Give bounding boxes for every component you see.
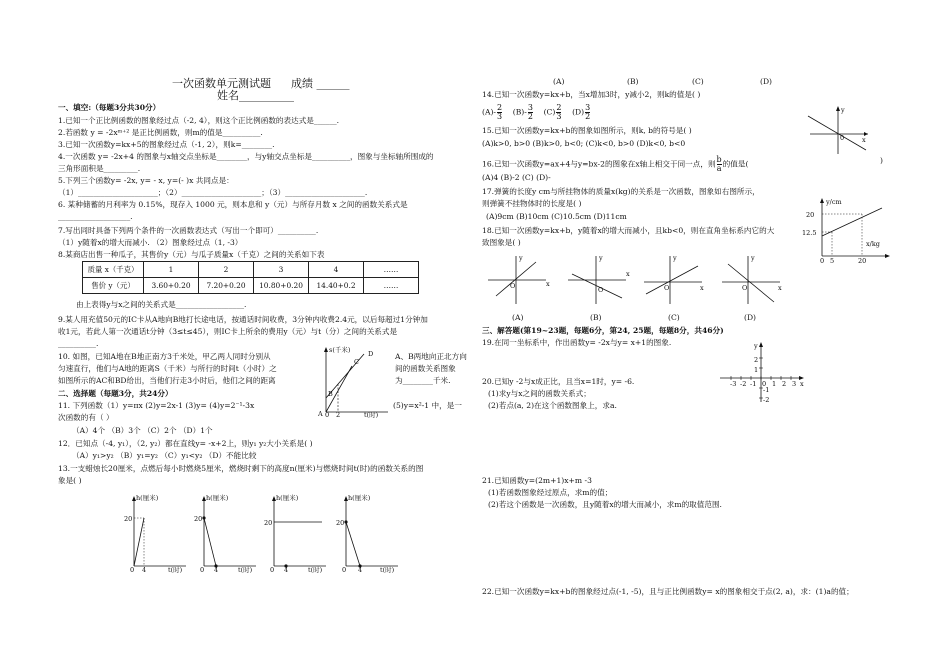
y-axis-label: y	[754, 342, 758, 350]
question-17-cont: 则弹簧不挂物体时的长度是( )	[482, 199, 582, 208]
tick-5: 5	[830, 257, 835, 265]
tick-20: 20	[336, 519, 345, 527]
x-axis-label: x	[862, 136, 866, 144]
table-cell: 14.40+0.2	[309, 278, 364, 294]
question-21-part1: (1)若函数图象经过原点，求m的值；	[488, 488, 613, 497]
section-choice: 二、选择题（每题3分，共24分）	[58, 389, 173, 398]
t-axis-label: t(时)	[364, 411, 379, 419]
line-graph-q15	[800, 104, 870, 156]
tick-20: 20	[806, 211, 815, 219]
table-cell: 7.20+0.20	[199, 278, 254, 294]
candle-graph-c	[262, 490, 330, 574]
x-axis-label: x	[546, 280, 550, 288]
origin-label: O	[510, 282, 516, 290]
x-axis-label: x	[778, 284, 782, 292]
candle-graph-b	[192, 490, 260, 574]
question-10-line2: 匀速直行，他们与A地的距离S（千米）与所行的时间t（小时）之	[58, 364, 277, 373]
t-axis-label: t(时)	[238, 566, 253, 574]
origin-label: 0	[840, 134, 845, 142]
point-d-label: D	[368, 350, 374, 358]
question-8: 8.某商店出售一种瓜子，其售价y（元）与瓜子质量x（千克）之间的关系如下表	[58, 250, 325, 259]
origin-label: O	[742, 284, 748, 292]
question-12: 12．已知点（-4, y₁），（2, y₂）都在直线y= -x+2上，则y₁ y₂大小关系是( )	[58, 439, 313, 448]
q14-option-c: (C)	[543, 107, 556, 117]
q18-label-c: (C)	[668, 313, 680, 322]
table-cell: 3.60+0.20	[144, 278, 199, 294]
option-label-d: (D)	[760, 77, 773, 86]
origin-label: O	[664, 284, 670, 292]
h-axis-label: h(厘米)	[136, 494, 159, 502]
graph-option-c	[640, 252, 710, 308]
tick-20-x: 20	[858, 257, 867, 265]
question-20: 20.已知y -2与x成正比，且当x=1时，y= -6.	[482, 377, 635, 386]
h-axis-label: h(厘米)	[206, 494, 229, 502]
table-cell: 10.80+0.20	[254, 278, 309, 294]
question-6: 6. 某种储蓄的月利率为 0.15%，现存入 1000 元，则本息和 y（元）与所存月数 x 之间的函数关系式是	[58, 200, 408, 209]
question-17: 17.弹簧的长度y cm与所挂物体的质量x(kg)的关系是一次函数，图象如右图所示，	[482, 187, 760, 196]
table-cell: 1	[144, 262, 199, 278]
question-7-conditions: （1）y随着x的增大而减小. （2）图象经过点（1, -3）	[58, 238, 243, 247]
candle-graph-a	[122, 490, 190, 574]
graph-option-a	[484, 252, 554, 308]
y-axis-label: y	[751, 254, 755, 262]
fraction: $\frac{b}{a}$	[716, 155, 722, 173]
q18-label-a: (A)	[512, 313, 524, 322]
tick-3: 3	[792, 380, 797, 388]
question-2: 2.若函数 y = -2xᵐ⁺² 是正比例函数，则m的值是__________.	[58, 128, 263, 137]
fraction: $\frac{2}{3}$	[496, 103, 503, 121]
exam-title: 一次函数单元测试题	[172, 77, 271, 90]
question-9-blank: __________.	[58, 339, 99, 348]
question-9-cont: 收1元，若此人第一次通话t分钟（3≤t≤45），则IC卡上所余的费用y（元）与t（分）之间的关系式是	[58, 327, 398, 336]
tick-20: 20	[194, 515, 203, 523]
tick-2: 2	[782, 380, 787, 388]
table-row	[83, 262, 419, 278]
question-14: 14.已知一次函数y=kx+b，当x增加3时，y减小2，则k的值是( )	[482, 90, 701, 99]
question-21-part2: (2)若这个函数是一次函数，且y随着x的增大而减小，求m的取值范围.	[488, 500, 722, 509]
question-20-part1: (1)求y与x之间的函数关系式；	[488, 389, 591, 398]
t-axis-label: t(时)	[308, 566, 323, 574]
origin-label: 0	[820, 257, 825, 265]
q14-option-d: (D)	[572, 107, 585, 117]
origin-label: 0	[270, 566, 275, 574]
table-cell: 2	[199, 262, 254, 278]
question-11-right: (5)y=x²-1 中，是一	[393, 401, 462, 410]
question-19: 19.在同一坐标系中，作出函数y= -2x与y= x+1的图象.	[482, 338, 672, 347]
price-table	[82, 261, 419, 294]
table-cell: 售价 y（元）	[83, 278, 144, 294]
question-18-cont: 致图象是( )	[482, 238, 521, 247]
tick-12-5: 12.5	[802, 229, 817, 237]
spring-length-graph	[800, 194, 900, 266]
question-10-right1: A、B两地向正北方向	[395, 352, 467, 361]
q18-label-d: (D)	[744, 313, 757, 322]
h-axis-label: h(厘米)	[348, 494, 371, 502]
ytick-2: 2	[754, 356, 759, 364]
tick-4: 4	[358, 566, 363, 574]
q14-option-a: (A)-	[482, 107, 496, 117]
ytick-m1: -1	[763, 386, 770, 394]
name-field: 姓名__________	[217, 89, 294, 102]
tick-4: 4	[142, 566, 147, 574]
point-a-label: A	[318, 410, 323, 418]
question-15: 15.已知一次函数y=kx+b的图象如图所示，则k, b的符号是( )	[482, 126, 692, 135]
question-6-cont: ___________________.	[58, 212, 133, 221]
t-axis-label: t(时)	[168, 566, 183, 574]
x-axis-label: x	[700, 284, 704, 292]
point-c-label: C	[354, 358, 359, 366]
tick-1: 1	[772, 380, 777, 388]
origin-label: O	[598, 286, 604, 294]
question-16-bracket: )	[880, 156, 883, 165]
y-axis-label: y	[841, 106, 845, 114]
question-21: 21.已知函数y=(2m+1)x+m -3	[482, 476, 592, 485]
question-8-answer: 由上表得y与x之间的关系式是__________________.	[76, 300, 247, 309]
origin-label: 0	[200, 566, 205, 574]
coordinate-grid	[716, 340, 806, 404]
question-22: 22.已知一次函数y=kx+b的图象经过点(-1, -5)，且与正比例函数y= x的图象相交于点(2, a)，求：(1)a的值；	[482, 587, 854, 596]
fraction: $\frac{3}{2}$	[527, 103, 533, 121]
question-10-right2: 间的函数关系图象	[395, 364, 456, 373]
question-11-options: （A）4个 （B）3个 （C）2个 （D）1个	[72, 426, 213, 435]
question-18: 18.已知一次函数y=kx+b，y随着x的增大而减小，且kb<0，则在直角坐标系内它的大	[482, 226, 775, 235]
distance-time-graph	[316, 344, 394, 418]
question-9: 9.某人用充值50元的IC卡从A地向B地打长途电话，按通话时间收费，3分钟内收费2.4元，以后每超过1分钟加	[58, 315, 428, 324]
fraction: $\frac{3}{2}$	[585, 103, 591, 121]
question-10-line3: 如图所示的AC和BD给出，当他们行走3小时后，他们之间的距离	[58, 376, 276, 385]
graph-option-d	[718, 252, 788, 308]
graph-option-b	[564, 252, 634, 308]
question-20-part2: (2)若点(a, 2)在这个函数图象上，求a.	[488, 401, 617, 410]
question-12-options: （A）y₁>y₂ （B）y₁=y₂ （C）y₁<y₂ （D）不能比较	[72, 451, 257, 460]
question-1: 1.已知一个正比例函数的图象经过点（-2, 4），则这个正比例函数的表达式是______.	[58, 116, 340, 125]
question-10: 10. 如图，已知A地在B地正南方3千米处，甲乙两人同时分别从	[58, 352, 271, 361]
tick-20: 20	[264, 519, 273, 527]
y-axis-label: y	[519, 254, 523, 262]
table-cell: ……	[364, 278, 419, 294]
ytick-1: 1	[754, 366, 759, 374]
s-axis-label: s(千米)	[329, 346, 351, 354]
question-13-cont: 象是( )	[58, 476, 82, 485]
origin-label: 0	[325, 411, 330, 419]
score-field: 成绩 ______	[291, 77, 350, 90]
origin-label: 0	[342, 566, 347, 574]
section-answer: 三、解答题(第19~23题，每题6分，第24, 25题，每题8分，共46分)	[482, 326, 724, 335]
question-17-options: (A)9cm (B)10cm (C)10.5cm (D)11cm	[486, 212, 627, 221]
question-10-right3: 为________千米.	[395, 376, 451, 385]
question-4-cont: 三角形面积是_________.	[58, 164, 141, 173]
x-axis-label: x	[800, 380, 804, 388]
table-cell: 3	[254, 262, 309, 278]
origin-label: 0	[130, 566, 135, 574]
question-14-options	[482, 104, 591, 121]
fraction: $\frac{2}{3}$	[556, 103, 562, 121]
y-cm-label: y/cm	[826, 198, 842, 206]
tick-4: 4	[284, 566, 289, 574]
t-axis-label: t(时)	[380, 566, 395, 574]
h-axis-label: h(厘米)	[276, 494, 299, 502]
option-label-b: (B)	[627, 77, 639, 86]
question-15-options: (A)k>0, b>0 (B)k>0, b<0; (C)k<0, b>0 (D)k<0, b<0	[482, 139, 686, 148]
table-row	[83, 278, 419, 294]
question-16-options: (A)4 (B)-2 (C) (D)-	[482, 173, 551, 182]
table-cell: 4	[309, 262, 364, 278]
question-11-cont: 次函数的有（ ）	[58, 413, 114, 422]
y-axis-label: y	[599, 254, 603, 262]
ytick-m2: -2	[763, 396, 770, 404]
table-cell: ……	[364, 262, 419, 278]
question-11: 11. 下列函数（1）y=πx (2)y=2x-1 (3)y= (4)y=2⁻¹-3x	[58, 401, 255, 410]
q14-option-b: (B)-	[512, 107, 527, 117]
question-16: 16.已知一次函数y=ax+4与y=bx-2的图象在x轴上相交于同一点，则 $\frac{b}{a}$ 的值是(	[482, 155, 749, 173]
tick-m1: -1	[750, 380, 757, 388]
table-cell: 质量 x（千克）	[83, 262, 144, 278]
question-5-blanks: （1）_____________________；（2）_____________________；（3）_____________________.	[58, 188, 368, 197]
point-b-label: B	[328, 390, 333, 398]
tick-m2: -2	[740, 380, 747, 388]
option-label-a: (A)	[553, 77, 565, 86]
candle-graph-d	[334, 490, 402, 574]
question-3: 3.已知一次函数y=kx+5的图象经过点（-1, 2），则k=________.	[58, 140, 275, 149]
section-fill-in: 一、填空:（每题3分共30分）	[58, 103, 161, 112]
option-label-c: (C)	[692, 77, 704, 86]
question-5: 5.下列三个函数y= -2x, y= - x, y=(- )x 共同点是：	[58, 176, 234, 185]
tick-0: 0	[762, 380, 767, 388]
question-7: 7.写出同时具备下列两个条件的一次函数表达式（写出一个即可）__________.	[58, 226, 319, 235]
question-13: 13.一支蜡烛长20厘米，点燃后每小时燃烧5厘米，燃烧时剩下的高度n(厘米)与燃烧时间t(时)的函数关系的图	[58, 464, 424, 473]
question-4: 4.一次函数 y= -2x+4 的图象与x轴交点坐标是________，与y轴交点坐标是__________，图象与坐标轴所围成的	[58, 152, 434, 161]
x-kg-label: x/kg	[866, 240, 880, 248]
tick-2: 2	[336, 411, 341, 419]
tick-20: 20	[124, 515, 133, 523]
x-axis-label: x	[626, 270, 630, 278]
tick-4: 4	[214, 566, 219, 574]
q18-label-b: (B)	[590, 313, 602, 322]
y-axis-label: y	[673, 254, 677, 262]
tick-m3: -3	[730, 380, 737, 388]
